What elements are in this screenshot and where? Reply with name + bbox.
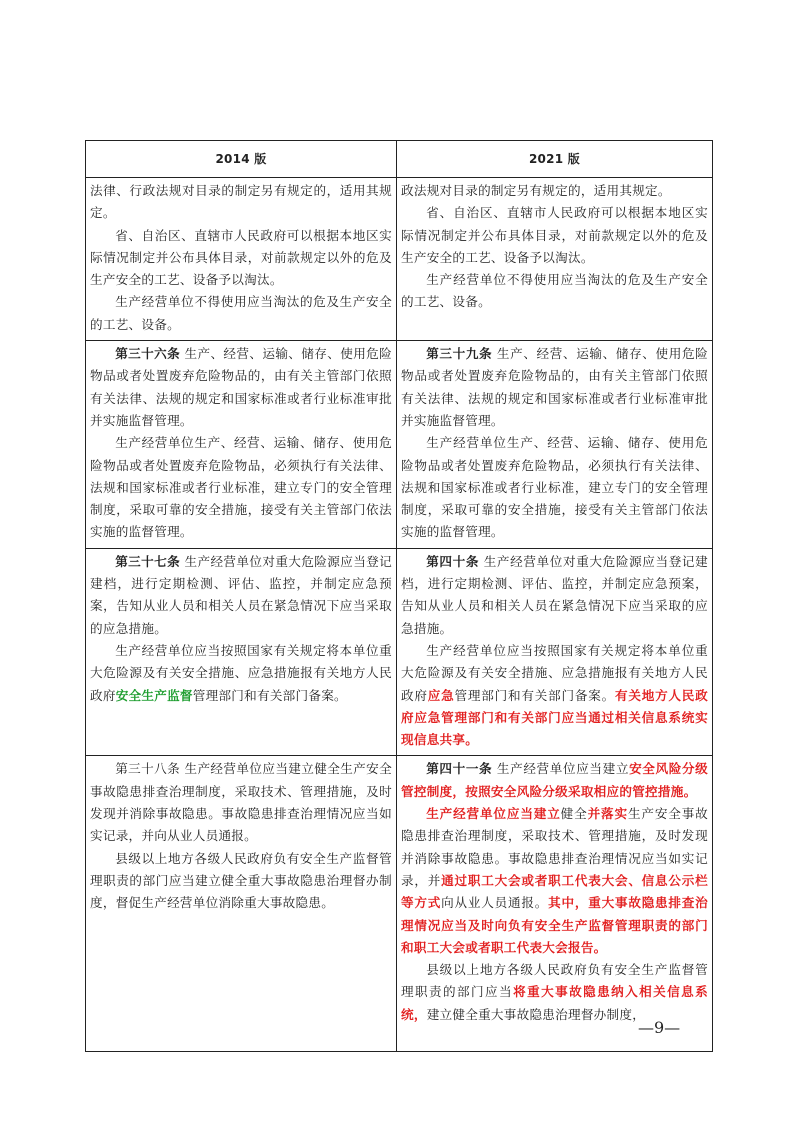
- text-run: 生产、经营、运输、储存、使用危险物品或者处置废弃危险物品的，由有关主管部门依照有关法律、法规的规定和国家标准或者行业标准审批并实施监督管理。: [90, 346, 393, 428]
- paragraph: [401, 803, 708, 959]
- text-run: 县级以上地方各级人民政府负有安全生产监督管理职责的部门应当建立健全重大事故隐患治理督办制度，督促生产经营单位消除重大事故隐患。: [90, 850, 392, 911]
- text-run: 生产经营单位对重大危险源应当登记建档，进行定期检测、评估、监控，并制定应急预案，告知从业人员和相关人员在紧急情况下应当采取的应急措施。: [401, 553, 708, 636]
- text-run: 省、自治区、直辖市人民政府可以根据本地区实际情况制定并公布具体目录，对前款规定以外的危及生产安全的工艺、设备予以淘汰。: [401, 205, 708, 265]
- comparison-table: [85, 140, 713, 1052]
- paragraph: [90, 432, 392, 543]
- text-run: 法律、行政法规对目录的制定另有规定的，适用其规定。: [90, 183, 392, 221]
- table-row: [86, 178, 713, 341]
- page-number: —9—: [638, 1018, 681, 1037]
- cell-2014: [86, 548, 397, 756]
- text-run: 生产经营单位生产、经营、运输、储存、使用危险物品或者处置废弃危险物品，必须执行有关法律、法规和国家标准或者行业标准，建立专门的安全管理制度，采取可靠的安全措施，接受有关主管部门依法实施的监督管理。: [90, 435, 392, 540]
- cell-2021: [397, 548, 713, 756]
- article-number: 第三十六条: [115, 346, 181, 362]
- revised-text: 安全风险分级管控制度，按照安全风险分级采取相应的管控措施。: [401, 761, 709, 799]
- text-run: 健全: [560, 806, 588, 822]
- text-run: 省、自治区、直辖市人民政府可以根据本地区实际情况制定并公布具体目录，对前款规定以外的危及生产安全的工艺、设备予以淘汰。: [90, 227, 392, 288]
- paragraph: [90, 291, 392, 336]
- text-run: 生产经营单位应当建立: [492, 761, 630, 777]
- cell-2021: [397, 178, 713, 341]
- text-run: 生产经营单位不得使用应当淘汰的危及生产安全的工艺、设备。: [401, 272, 708, 310]
- article-number: 第三十七条: [115, 553, 181, 569]
- table-row: [86, 548, 713, 756]
- paragraph: [401, 551, 708, 640]
- header-row: [86, 141, 713, 178]
- text-run: 生产、经营、运输、储存、使用危险物品或者处置废弃危险物品的，由有关主管部门依照有关法律、法规的规定和国家标准或者行业标准审批并实施监督管理。: [401, 346, 708, 428]
- article-number: 第四十一条: [426, 761, 493, 777]
- revised-text: 其中，重大事故隐患排查治理情况应当及时向负有安全生产监督管理职责的部门和职工大会或者职工代表大会报告。: [401, 895, 709, 955]
- header-2021: 2021 版: [397, 141, 713, 178]
- table-row: [86, 341, 713, 549]
- paragraph: [401, 432, 708, 543]
- text-run: 生产经营单位不得使用应当淘汰的危及生产安全的工艺、设备。: [90, 294, 392, 332]
- text-run: 生产经营单位应当按照国家有关规定将本单位重大危险源及有关安全措施、应急措施报有关地方人民政府: [401, 642, 708, 703]
- cell-2014: [86, 756, 397, 1052]
- paragraph: [90, 758, 392, 847]
- header-2014: 2014 版: [86, 141, 397, 178]
- text-run: 生产经营单位对重大危险源应当登记建档，进行定期检测、评估、监控，并制定应急预案，告知从业人员和相关人员在紧急情况下应当采取的应急措施。: [90, 553, 393, 636]
- revised-text: 有关地方人民政府应急管理部门和有关部门应当通过相关信息系统实现信息共享。: [401, 687, 709, 748]
- table-row: [86, 756, 713, 1052]
- article-number: 第四十条: [426, 553, 480, 569]
- cell-2014: [86, 178, 397, 341]
- paragraph: [401, 959, 708, 1026]
- paragraph: [401, 202, 708, 269]
- text-run: 县级以上地方各级人民政府负有安全生产监督管理职责的部门应当: [401, 962, 708, 1000]
- paragraph: [90, 343, 392, 432]
- text-run: 管理部门和有关部门备案。: [192, 687, 347, 703]
- text-run: 向从业人员通报。: [441, 895, 549, 911]
- paragraph: [90, 848, 392, 915]
- cell-2014: [86, 341, 397, 549]
- paragraph: [90, 225, 392, 292]
- text-run: 政法规对目录的制定另有规定的，适用其规定。: [401, 183, 671, 198]
- paragraph: [401, 269, 708, 314]
- cell-2021: [397, 341, 713, 549]
- revised-text: 生产经营单位应当建立: [426, 806, 561, 822]
- revised-text: 并落实: [587, 806, 628, 822]
- text-run: 生产经营单位应当按照国家有关规定将本单位重大危险源及有关安全措施、应急措施报有关地方人民政府: [90, 642, 392, 703]
- revised-text: 将重大事故隐患纳入相关信息系统，: [401, 984, 709, 1022]
- paragraph: [401, 180, 708, 202]
- revised-text: 通过职工大会或者职工代表大会、信息公示栏等方式: [401, 872, 709, 911]
- paragraph: [401, 640, 708, 751]
- text-run: 第三十八条 生产经营单位应当建立健全生产安全事故隐患排查治理制度，采取技术、管理措施，及时发现并消除事故隐患。事故隐患排查治理情况应当如实记录，并向从业人员通报。: [90, 761, 392, 844]
- paragraph: [401, 758, 708, 803]
- text-run: 生产安全事故隐患排查治理制度，采取技术、管理措施，及时发现并消除事故隐患。事故隐患排查治理情况应当如实记录，并: [401, 806, 709, 888]
- text-run: 管理部门和有关部门备案。: [454, 687, 615, 703]
- article-number: 第三十九条: [426, 346, 493, 362]
- paragraph: [90, 551, 392, 640]
- paragraph: [401, 343, 708, 432]
- removed-text: 安全生产监督: [115, 687, 193, 703]
- paragraph: [90, 180, 392, 225]
- revised-text: 应急: [427, 687, 455, 703]
- text-run: 生产经营单位生产、经营、运输、储存、使用危险物品或者处置废弃危险物品，必须执行有关法律、法规和国家标准或者行业标准，建立专门的安全管理制度，采取可靠的安全措施，接受有关主管部门依法实施的监督管理。: [401, 435, 708, 540]
- paragraph: [90, 640, 392, 707]
- text-run: 建立健全重大事故隐患治理督办制度，: [426, 1006, 646, 1022]
- cell-2021: [397, 756, 713, 1052]
